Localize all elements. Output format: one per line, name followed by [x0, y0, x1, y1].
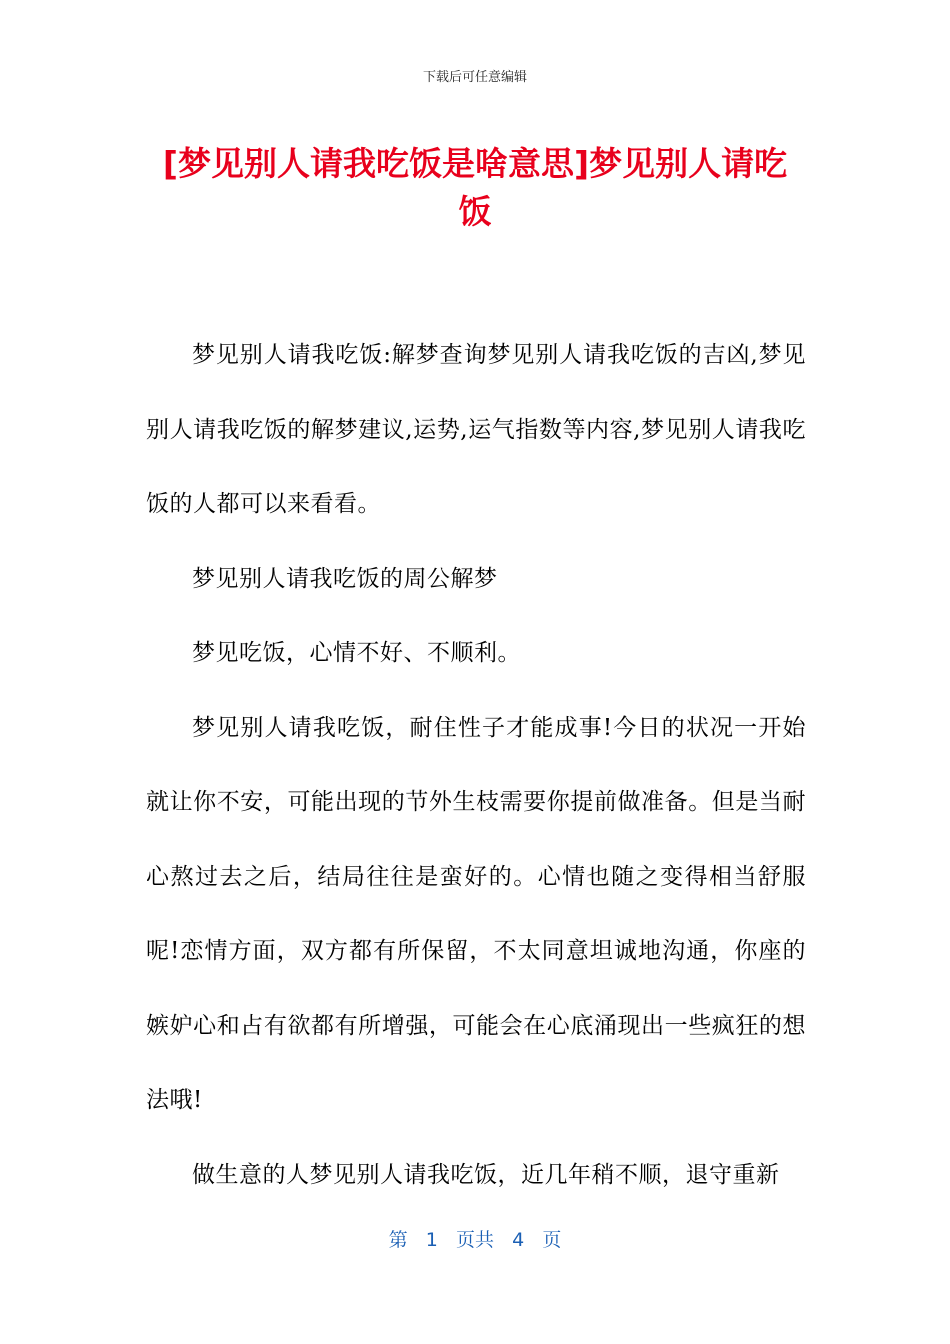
footer-suffix: 页 [542, 1229, 562, 1251]
paragraph-business: 做生意的人梦见别人请我吃饭，近几年稍不顺，退守重新 [192, 1161, 780, 1188]
document-body [146, 318, 806, 1212]
footer-total-pages: 4 [512, 1229, 525, 1251]
document-title: [梦见别人请我吃饭是啥意思]梦见别人请吃饭 [162, 144, 788, 231]
header-note: 下载后可任意编辑 [422, 70, 527, 85]
paragraph-meaning: 梦见吃饭，心情不好、不顺利。 [192, 640, 521, 666]
paragraph-intro: 梦见别人请我吃饭:解梦查询梦见别人请我吃饭的吉凶,梦见别人请我吃饭的解梦建议,运势,运气指数等内容,梦见别人请我吃饭的人都可以来看看。 [146, 342, 806, 517]
paragraph-fortune: 梦见别人请我吃饭，耐住性子才能成事!今日的状况一开始就让你不安，可能出现的节外生枝需要你提前做准备。但是当耐心熬过去之后，结局往往是蛮好的。心情也随之变得相当舒服呢!恋情方面，双方都有所保留，不太同意坦诚地沟通，你座的嫉妒心和占有欲都有所增强，可能会在心底涌现出一些疯狂的想法哦! [146, 714, 806, 1113]
page-footer [0, 1225, 950, 1252]
footer-middle: 页共 [455, 1229, 494, 1251]
footer-current-page: 1 [425, 1229, 438, 1251]
paragraph-heading: 梦见别人请我吃饭的周公解梦 [192, 565, 498, 592]
footer-prefix: 第 [388, 1229, 408, 1251]
